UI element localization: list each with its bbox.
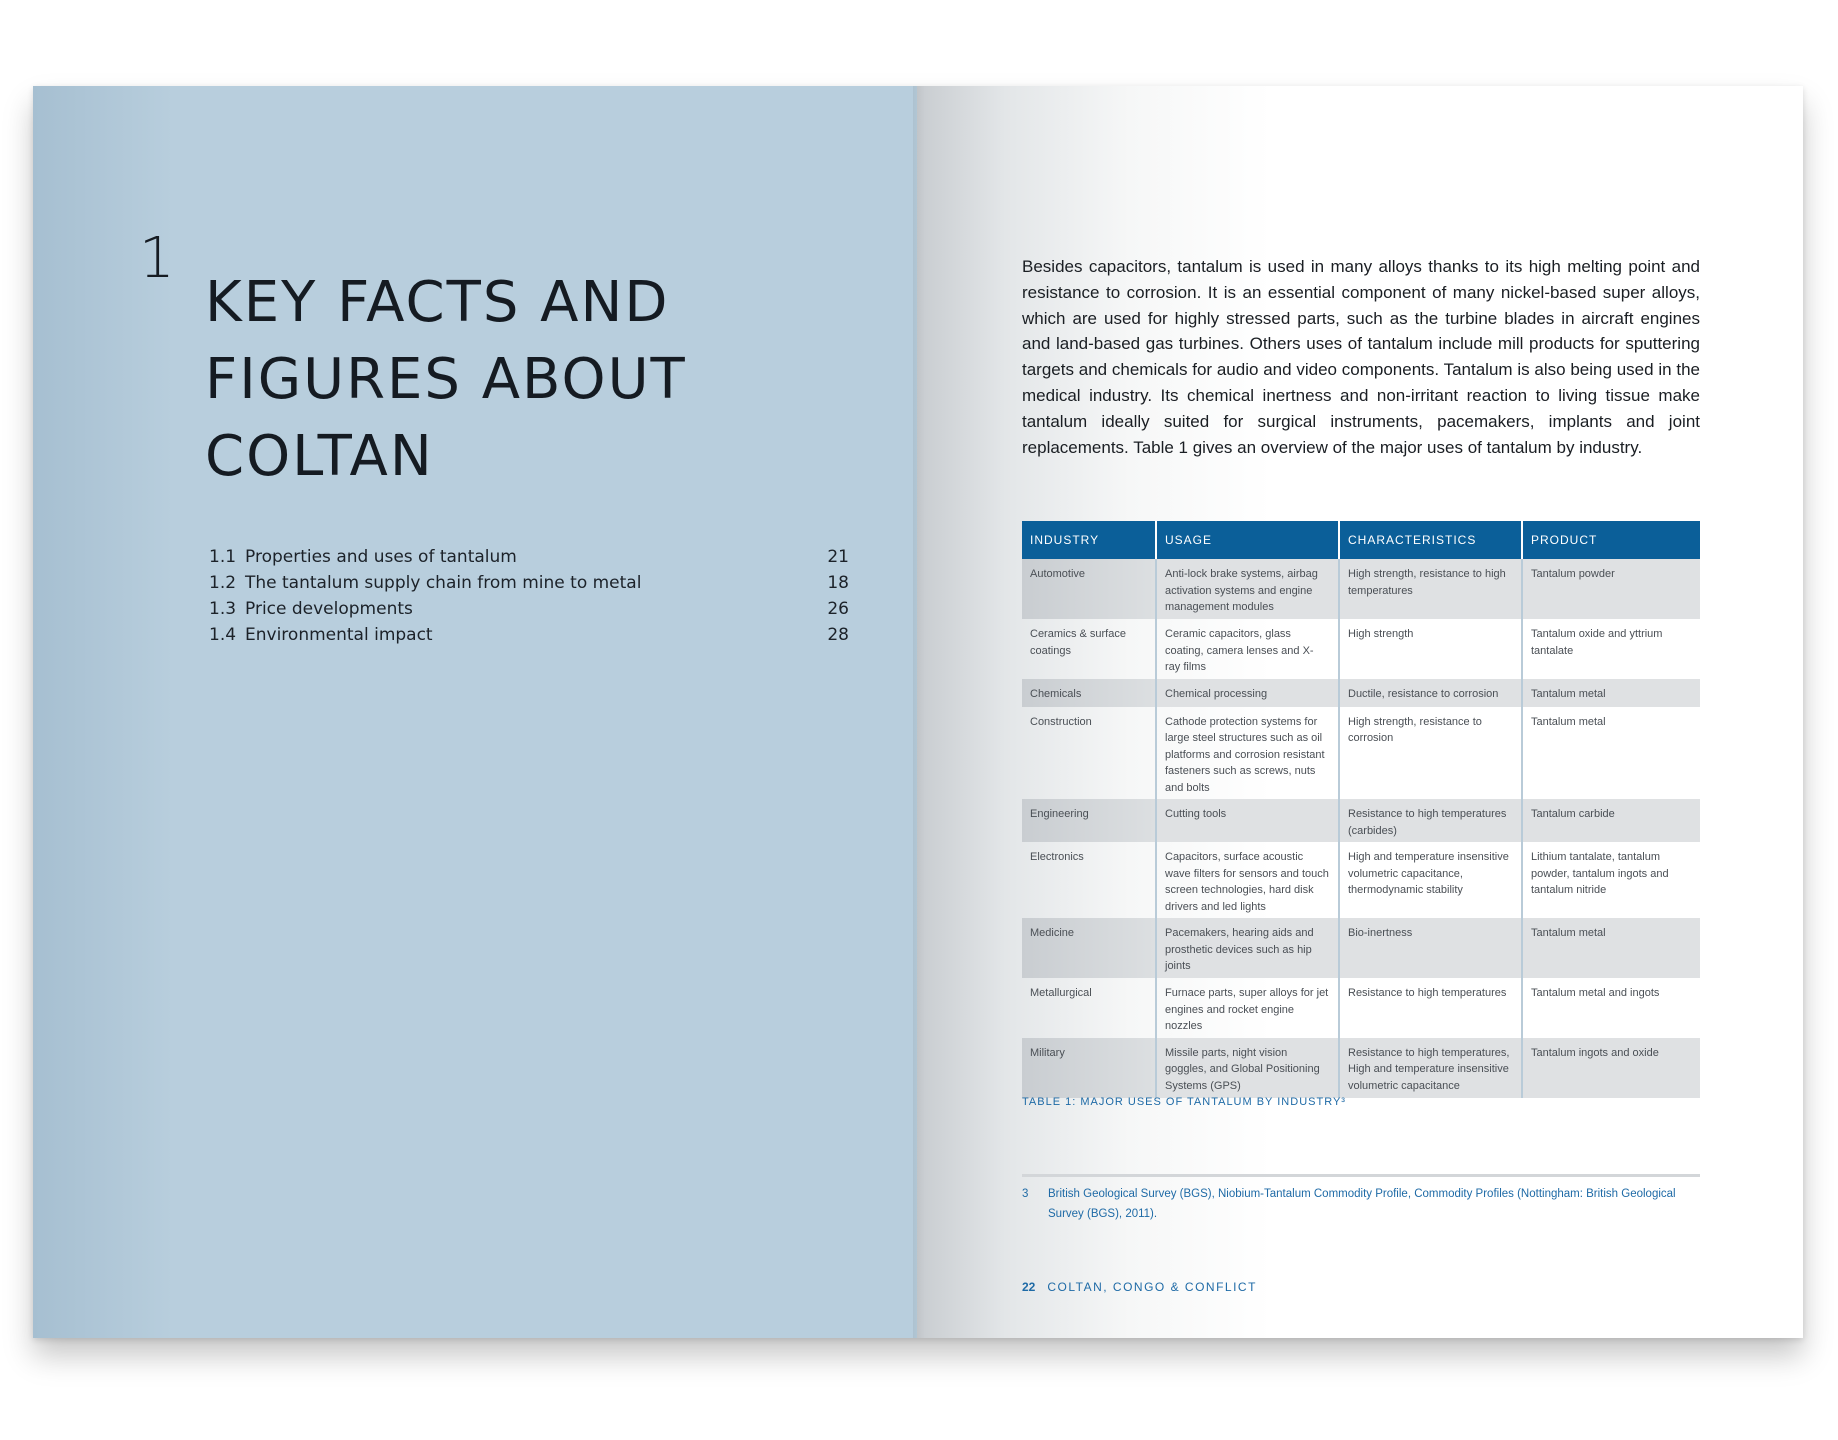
cell-product: Tantalum metal and ingots bbox=[1531, 987, 1660, 999]
toc-label: The tantalum supply chain from mine to metal bbox=[245, 573, 642, 593]
table-row bbox=[1022, 1038, 1700, 1098]
running-title: COLTAN, CONGO & CONFLICT bbox=[1047, 1280, 1257, 1294]
chapter-number: 1 bbox=[139, 226, 176, 291]
cell-product: Tantalum metal bbox=[1531, 715, 1606, 728]
cell-product: Tantalum metal bbox=[1522, 918, 1700, 978]
table-caption: TABLE 1: MAJOR USES OF TANTALUM BY INDUSTRY³ bbox=[1022, 1096, 1346, 1108]
cell-characteristics: High strength, resistance to high temperatures bbox=[1339, 559, 1522, 619]
page-footer bbox=[1022, 1280, 1257, 1294]
cell-industry: Ceramics & surface coatings bbox=[1022, 619, 1156, 679]
toc-number: 1.2 bbox=[209, 573, 237, 593]
cell-industry: Engineering bbox=[1022, 799, 1156, 842]
table-row bbox=[1022, 918, 1700, 978]
header-characteristics: CHARACTERISTICS bbox=[1339, 521, 1522, 559]
toc-label: Price developments bbox=[245, 599, 413, 619]
cell-characteristics: High strength, resistance to corrosion bbox=[1339, 707, 1522, 800]
cell-usage: Missile parts, night vision goggles, and Global Positioning Systems (GPS) bbox=[1156, 1038, 1339, 1098]
cell-characteristics: Bio-inertness bbox=[1339, 918, 1522, 978]
cell-characteristics: Resistance to high temperatures, High and temperature insensitive volumetric capacitance bbox=[1339, 1038, 1522, 1098]
chapter-title-line: KEY FACTS AND bbox=[205, 269, 670, 335]
cell-product: Tantalum metal bbox=[1522, 679, 1700, 707]
toc-number: 1.4 bbox=[209, 625, 237, 645]
footnote-divider bbox=[1022, 1174, 1700, 1177]
cell-industry: Metallurgical bbox=[1022, 978, 1156, 1038]
chapter-title bbox=[205, 264, 805, 495]
cell-characteristics: Ductile, resistance to corrosion bbox=[1339, 679, 1522, 707]
table-row bbox=[1022, 559, 1700, 619]
cell-usage: Capacitors, surface acoustic wave filters for sensors and touch screen technologies, hard disk drivers and led lights bbox=[1156, 842, 1339, 918]
toc-label: Environmental impact bbox=[245, 625, 433, 645]
header-usage: USAGE bbox=[1156, 521, 1339, 559]
page-number: 22 bbox=[1022, 1280, 1036, 1294]
footnote bbox=[1022, 1184, 1698, 1224]
toc-entry[interactable] bbox=[209, 596, 849, 622]
cell-product: Tantalum carbide bbox=[1522, 799, 1700, 842]
table-row bbox=[1022, 842, 1700, 918]
table-row bbox=[1022, 679, 1700, 707]
footnote-text: British Geological Survey (BGS), Niobium-Tantalum Commodity Profile, Commodity Profiles (Nottingham: British Geological Survey (BGS), 2011). bbox=[1048, 1188, 1676, 1220]
cell-product: Lithium tantalate, tantalum powder, tantalum ingots and tantalum nitride bbox=[1531, 851, 1669, 896]
cell-industry: Electronics bbox=[1022, 842, 1156, 918]
table-row bbox=[1022, 707, 1700, 800]
cell-usage: Furnace parts, super alloys for jet engines and rocket engine nozzles bbox=[1156, 978, 1339, 1038]
table-header-row bbox=[1022, 521, 1700, 559]
toc-page: 26 bbox=[827, 599, 849, 619]
header-product: PRODUCT bbox=[1522, 521, 1700, 559]
toc-entry[interactable] bbox=[209, 622, 849, 648]
toc-number: 1.1 bbox=[209, 547, 237, 567]
uses-table bbox=[1022, 521, 1700, 1098]
toc-entry[interactable] bbox=[209, 570, 849, 596]
cell-industry: Construction bbox=[1022, 707, 1156, 800]
cell-characteristics: Resistance to high temperatures (carbides) bbox=[1339, 799, 1522, 842]
toc-page: 21 bbox=[827, 547, 849, 567]
table-row bbox=[1022, 619, 1700, 679]
cell-industry: Medicine bbox=[1022, 918, 1156, 978]
cell-usage: Pacemakers, hearing aids and prosthetic devices such as hip joints bbox=[1156, 918, 1339, 978]
toc-page: 18 bbox=[827, 573, 849, 593]
chapter-title-line: FIGURES ABOUT bbox=[205, 346, 687, 412]
toc-number: 1.3 bbox=[209, 599, 237, 619]
cell-industry: Automotive bbox=[1022, 559, 1156, 619]
cell-usage: Ceramic capacitors, glass coating, camera lenses and X- ray films bbox=[1156, 619, 1339, 679]
left-page bbox=[33, 86, 917, 1338]
cell-product: Tantalum ingots and oxide bbox=[1522, 1038, 1700, 1098]
chapter-title-line: COLTAN bbox=[205, 423, 434, 489]
cell-industry: Military bbox=[1022, 1038, 1156, 1098]
cell-characteristics: High strength bbox=[1339, 619, 1522, 679]
table-row bbox=[1022, 799, 1700, 842]
table-of-contents bbox=[209, 544, 849, 648]
cell-usage: Cutting tools bbox=[1156, 799, 1339, 842]
table-row bbox=[1022, 978, 1700, 1038]
cell-product: Tantalum powder bbox=[1522, 559, 1700, 619]
intro-paragraph: Besides capacitors, tantalum is used in many alloys thanks to its high melting point and resistance to corrosion. It is an essential component of many nickel-based super alloys, which are used for highly stressed parts, such as the turbine blades in aircraft engines and land-based gas turbines. Others uses of tantalum include mill products for sputtering targets and chemicals for audio and video components. Tantalum is also being used in the medical industry. Its chemical inertness and non-irritant reaction to living tissue make tantalum ideally suited for surgical instruments, pacemakers, implants and joint replacements. Table 1 gives an overview of the major uses of tantalum by industry. bbox=[1022, 257, 1700, 457]
toc-label: Properties and uses of tantalum bbox=[245, 547, 517, 567]
cell-usage: Anti-lock brake systems, airbag activation systems and engine management modules bbox=[1156, 559, 1339, 619]
cell-characteristics: High and temperature insensitive volumetric capacitance, thermodynamic stability bbox=[1339, 842, 1522, 918]
toc-page: 28 bbox=[827, 625, 849, 645]
footnote-number: 3 bbox=[1022, 1188, 1029, 1200]
book-spine bbox=[913, 86, 925, 1338]
cell-product: Tantalum oxide and yttrium tantalate bbox=[1531, 628, 1663, 657]
cell-industry: Chemicals bbox=[1022, 679, 1156, 707]
cell-characteristics: Resistance to high temperatures bbox=[1339, 978, 1522, 1038]
header-industry: INDUSTRY bbox=[1022, 521, 1156, 559]
toc-entry[interactable] bbox=[209, 544, 849, 570]
cell-usage: Chemical processing bbox=[1156, 679, 1339, 707]
cell-usage: Cathode protection systems for large steel structures such as oil platforms and corrosion resistant fasteners such as screws, nuts and bolts bbox=[1156, 707, 1339, 800]
